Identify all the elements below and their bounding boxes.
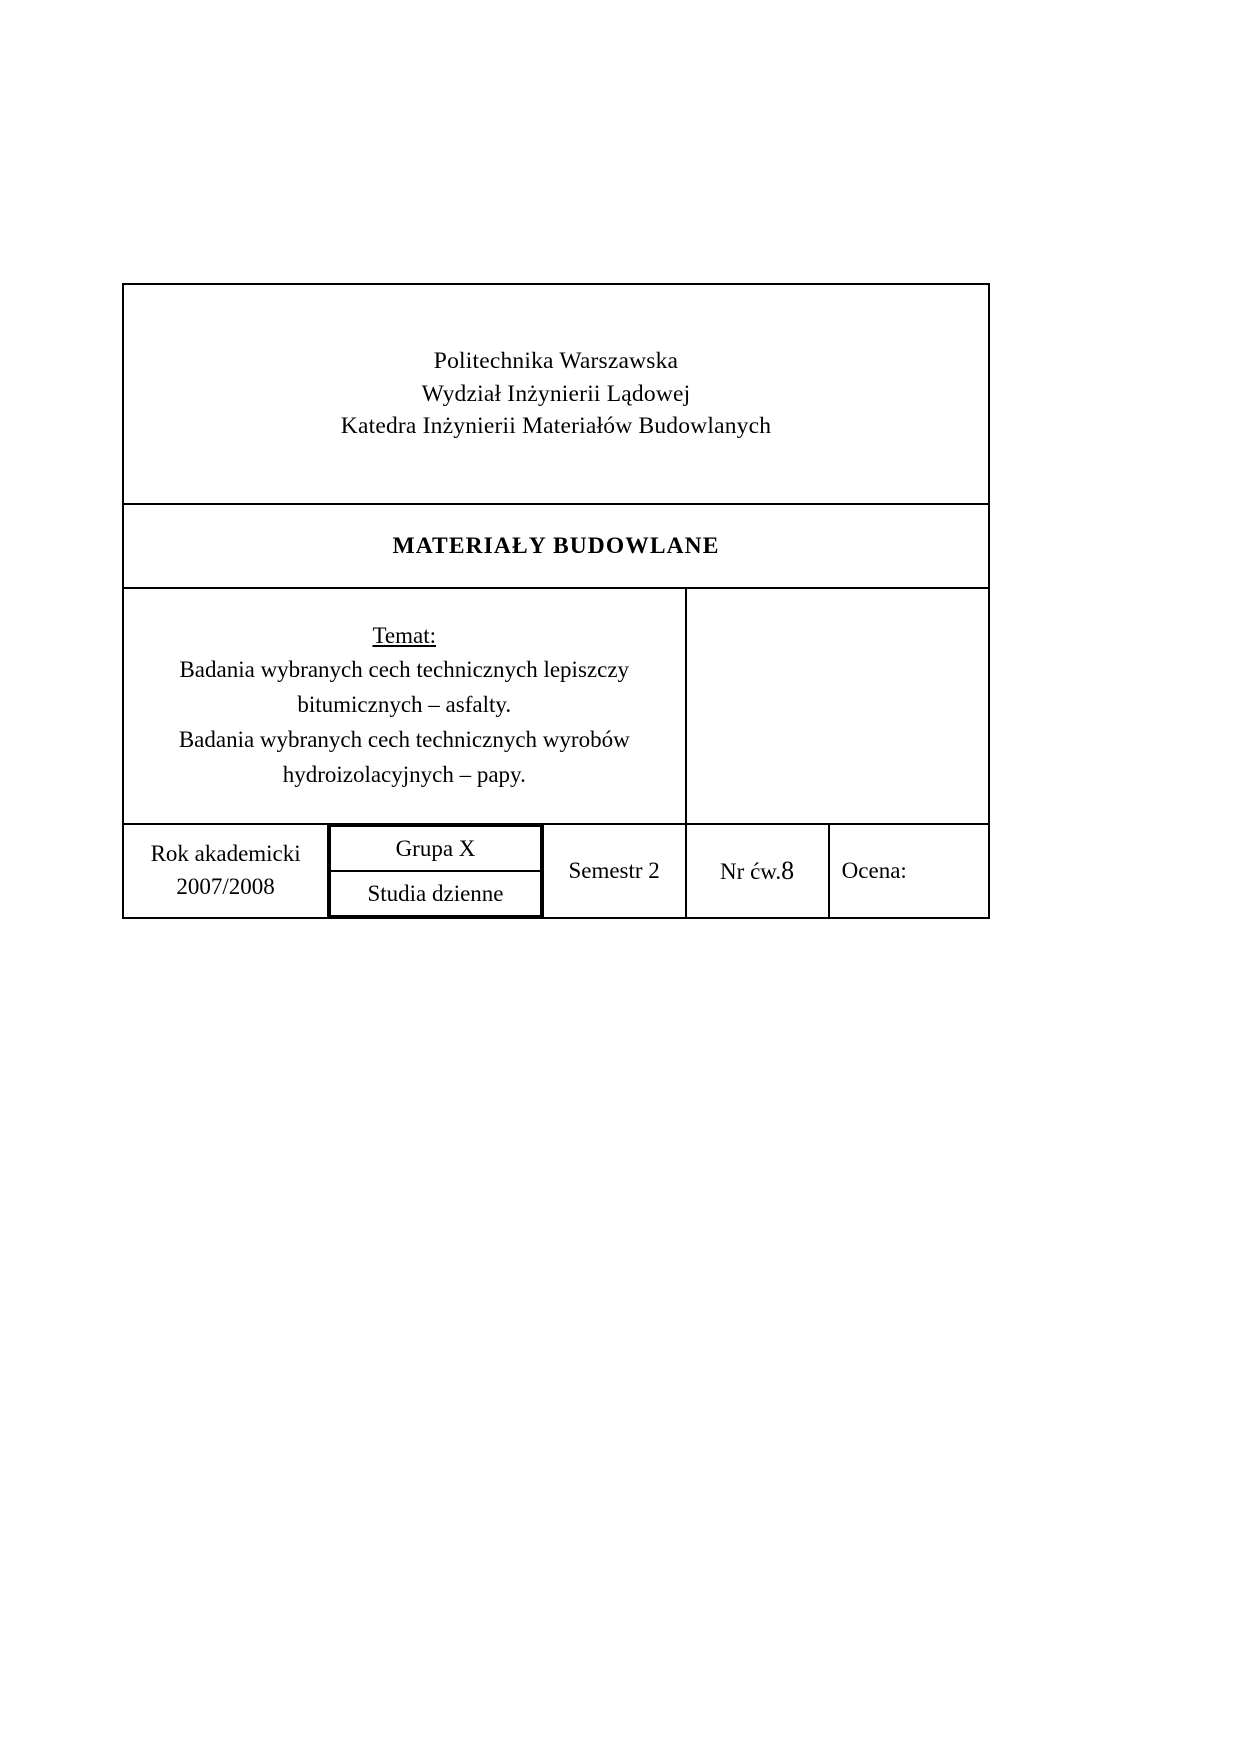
exercise-number: 8 — [781, 856, 795, 885]
academic-year-label: Rok akademicki — [150, 841, 301, 867]
table-row-topic — [123, 588, 989, 824]
department-name: Katedra Inżynierii Materiałów Budowlanych — [340, 413, 772, 440]
cover-sheet-table — [122, 283, 990, 919]
topic-line-3: Badania wybranych cech technicznych wyrobów — [178, 727, 630, 753]
university-header-cell — [123, 284, 989, 504]
topic-label: Temat: — [372, 622, 437, 648]
course-title-cell — [123, 504, 989, 588]
academic-year-value: 2007/2008 — [176, 874, 275, 899]
group-name: Grupa X — [330, 826, 541, 871]
table-row-footer — [123, 824, 989, 918]
topic-cell — [123, 588, 686, 824]
university-name: Politechnika Warszawska — [433, 348, 679, 375]
group-split-table — [329, 825, 542, 917]
exercise-number-cell — [686, 824, 829, 918]
group-row — [330, 826, 541, 871]
grade-cell: Ocena: — [829, 824, 989, 918]
exercise-prefix: Nr ćw. — [720, 859, 782, 884]
topic-blank-cell — [686, 588, 989, 824]
study-mode-row — [330, 871, 541, 916]
group-cell — [328, 824, 543, 918]
topic-label-colon: : — [429, 622, 437, 648]
semester-cell: Semestr 2 — [543, 824, 686, 918]
academic-year-cell — [123, 824, 328, 918]
faculty-name: Wydział Inżynierii Lądowej — [421, 380, 691, 407]
topic-line-4: hydroizolacyjnych – papy. — [282, 762, 526, 788]
topic-line-1: Badania wybranych cech technicznych lepiszczy — [179, 657, 630, 683]
course-title: MATERIAŁY BUDOWLANE — [392, 532, 720, 559]
table-row-course — [123, 504, 989, 588]
topic-line-2: bitumicznych – asfalty. — [297, 692, 512, 718]
table-row-university — [123, 284, 989, 504]
study-mode: Studia dzienne — [330, 871, 541, 916]
